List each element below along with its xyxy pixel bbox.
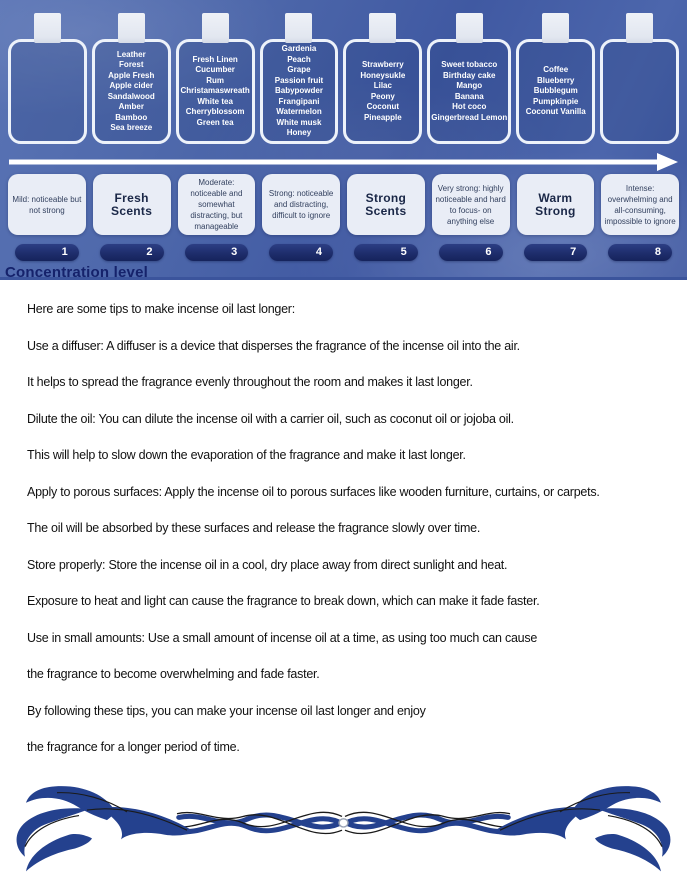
scent-name: Christamaswreath: [180, 86, 250, 96]
bottle-body: [343, 39, 422, 144]
bottle-cap: [542, 13, 569, 43]
bottle-cap: [202, 13, 229, 43]
scent-name: Banana: [454, 91, 484, 101]
scent-name: Rum: [206, 75, 225, 85]
scent-name: Grape: [287, 65, 311, 75]
scale-card-label: Moderate: noticeable and somewhat distracting, but manageable: [190, 178, 243, 231]
tip-line: Apply to porous surfaces: Apply the incense oil to porous surfaces like wooden furniture, curtains, or carpets.: [27, 484, 600, 499]
scent-name: Green tea: [196, 117, 234, 127]
bottle-body: [92, 39, 171, 144]
scent-name: Mango: [456, 81, 483, 90]
bottle-cap: [456, 13, 483, 43]
concentration-banner: [0, 0, 687, 280]
scale-card-3: [178, 174, 256, 235]
bottle-body: [176, 39, 255, 144]
tip-line: Here are some tips to make incense oil last longer:: [27, 302, 295, 316]
bottles-row: [0, 0, 687, 148]
tip-line: This will help to slow down the evaporation of the fragrance and make it last longer.: [27, 448, 466, 462]
perfume-bottle-2: [92, 13, 171, 148]
tip-line: It helps to spread the fragrance evenly throughout the room and makes it last longer.: [27, 375, 473, 389]
perfume-bottle-7: [516, 13, 595, 148]
bottle-cap: [626, 13, 653, 43]
scent-name: Coconut: [366, 102, 400, 111]
scale-card-label: Fresh Scents: [111, 190, 153, 218]
scent-name: Blueberry: [537, 75, 575, 85]
scale-number-pill-5: [354, 244, 418, 261]
perfume-bottle-4: [260, 13, 339, 148]
scent-name: Apple cider: [109, 81, 154, 90]
perfume-bottle-3: [176, 13, 255, 148]
tip-line: Dilute the oil: You can dilute the incense oil with a carrier oil, such as coconut oil or jojoba oil.: [27, 411, 514, 426]
scent-name: White tea: [197, 96, 233, 106]
scent-name: Passion fruit: [274, 75, 324, 85]
scent-name: Peach: [287, 54, 311, 64]
scent-name: Watermelon: [276, 107, 322, 117]
scale-number-pill-4: [269, 244, 333, 261]
scent-name: Frangipani: [278, 96, 320, 106]
tip-line: The oil will be absorbed by these surfaces and release the fragrance slowly over time.: [27, 521, 481, 535]
scent-name: Honeysukle: [360, 70, 406, 80]
bottle-scent-list: [96, 50, 167, 134]
scale-card-4: [262, 174, 340, 235]
scale-card-2: [93, 174, 171, 235]
scale-card-6: [432, 174, 510, 235]
divider-center-dot: [339, 819, 348, 827]
bottle-scent-list: [431, 60, 507, 123]
scale-number: 3: [231, 246, 238, 258]
scent-name: Sweet tobacco: [441, 60, 498, 69]
tip-line: the fragrance for a longer period of time.: [27, 740, 240, 754]
scent-name: White musk: [276, 117, 322, 127]
scale-card-5: [347, 174, 425, 235]
bottle-cap: [118, 13, 145, 43]
bottle-body: [8, 39, 87, 144]
bottle-scent-list: [180, 55, 251, 129]
scale-number: 4: [315, 246, 322, 258]
scale-number: 6: [485, 246, 492, 258]
right-arrow-icon: [7, 148, 680, 174]
bottle-scent-list: [264, 44, 335, 139]
scent-name: Bamboo: [115, 112, 148, 122]
scale-card-8: [601, 174, 679, 235]
scent-name: Honey: [286, 128, 312, 138]
concentration-level-label: Concentration level: [5, 264, 148, 281]
scale-number: 8: [654, 246, 661, 258]
scent-name: Gingerbread Lemon: [431, 112, 508, 122]
perfume-bottle-6: [427, 13, 511, 148]
perfume-bottle-5: [343, 13, 422, 148]
bottle-body: [260, 39, 339, 144]
bottle-scent-list: [520, 65, 591, 118]
tribal-divider-svg: [0, 779, 687, 875]
scent-name: Leather: [116, 49, 146, 59]
scale-card-label: Strong: noticeable and distracting, difficult to ignore: [268, 189, 334, 220]
scale-card-label: Warm Strong: [535, 190, 576, 218]
scent-name: Birthday cake: [443, 70, 496, 80]
scent-name: Gardenia: [281, 44, 317, 54]
scent-name: Pumpkinpie: [533, 96, 579, 106]
scale-number-pill-1: [15, 244, 79, 261]
scent-name: Lilac: [373, 81, 392, 90]
scale-card-1: [8, 174, 86, 235]
scent-name: Amber: [118, 102, 144, 111]
scent-name: Bubblegum: [533, 86, 578, 96]
scent-name: Peony: [370, 91, 395, 101]
scale-card-label: Very strong: highly noticeable and hard to focus- on anything else: [435, 183, 506, 226]
scale-number-pill-6: [439, 244, 503, 261]
scale-number: 2: [146, 246, 153, 258]
bottle-body: [427, 39, 511, 144]
bottle-body: [600, 39, 679, 144]
scale-numbers-row: [0, 244, 687, 261]
tips-text: [0, 280, 687, 754]
scent-name: Fresh Linen: [192, 54, 238, 64]
scale-card-label: Intense: overwhelming and all-consuming, impossible to ignore: [604, 183, 676, 226]
tribal-divider-ornament: [0, 779, 687, 875]
scale-cards-row: [0, 174, 687, 233]
scale-card-label: Strong Scents: [365, 190, 407, 218]
scent-name: Coconut Vanilla: [525, 107, 586, 117]
scent-name: Pineapple: [363, 112, 402, 122]
tip-line: Use a diffuser: A diffuser is a device that disperses the fragrance of the incense oil into the air.: [27, 338, 520, 353]
scale-number-pill-8: [608, 244, 672, 261]
perfume-bottle-8: [600, 13, 679, 148]
bottle-scent-list: [347, 60, 418, 123]
tip-line: By following these tips, you can make your incense oil last longer and enjoy: [27, 703, 426, 718]
scale-number-pill-3: [185, 244, 249, 261]
scent-name: Cucumber: [195, 65, 235, 75]
scent-name: Hot coco: [452, 102, 487, 111]
scale-arrow-row: [0, 148, 687, 174]
scale-number: 1: [61, 246, 68, 258]
scent-name: Forest: [119, 60, 144, 69]
scent-name: Babypowder: [274, 86, 323, 96]
scent-name: Apple Fresh: [108, 70, 155, 80]
scale-card-label: Mild: noticeable but not strong: [12, 194, 82, 215]
scale-number: 5: [400, 246, 407, 258]
bottle-cap: [369, 13, 396, 43]
scale-number-pill-2: [100, 244, 164, 261]
bottle-cap: [285, 13, 312, 43]
perfume-bottle-1: [8, 13, 87, 148]
scent-name: Sea breeze: [110, 123, 153, 132]
scent-name: Sandalwood: [107, 91, 155, 101]
scale-card-7: [517, 174, 595, 235]
scale-number: 7: [570, 246, 577, 258]
tip-line: Exposure to heat and light can cause the fragrance to break down, which can make it fade faster.: [27, 594, 540, 608]
scale-number-pill-7: [524, 244, 588, 261]
scent-name: Coffee: [543, 65, 569, 75]
tip-line: Use in small amounts: Use a small amount of incense oil at a time, as using too much can cause: [27, 630, 538, 645]
tip-line: the fragrance to become overwhelming and fade faster.: [27, 667, 320, 681]
scent-name: Strawberry: [361, 60, 404, 69]
bottle-body: [516, 39, 595, 144]
bottle-cap: [34, 13, 61, 43]
tip-line: Store properly: Store the incense oil in a cool, dry place away from direct sunlight and heat.: [27, 557, 508, 572]
scent-name: Cherryblossom: [185, 107, 245, 117]
